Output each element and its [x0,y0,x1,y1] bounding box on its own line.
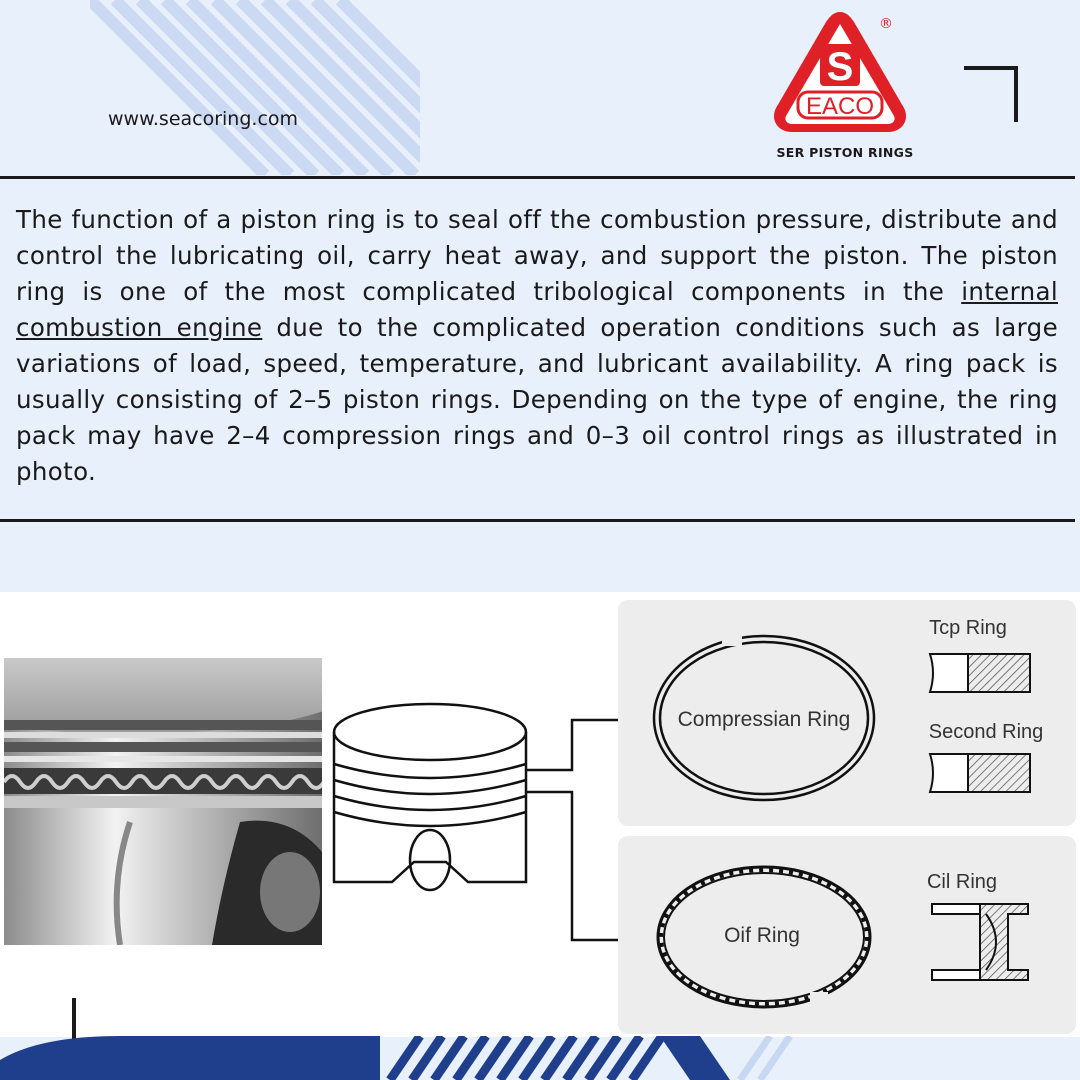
registered-mark: ® [879,16,893,32]
piston-photo [0,634,360,945]
connector-arrows [526,720,624,940]
piston-ring-figure [0,592,1080,1037]
seaco-logo [770,8,910,138]
piston-diagram [334,704,526,890]
compression-ring-label: Compressian Ring [677,708,851,731]
internal-combustion-engine-link[interactable]: internal combustion engine [16,277,1058,342]
logo-letter: S [826,45,854,89]
decorative-bottom-band [0,1036,1080,1080]
second-ring-label: Second Ring [928,721,1044,743]
logo-wordmark: EACO [805,93,875,120]
bottom-divider [0,519,1075,522]
description-paragraph: The function of a piston ring is to seal off the combustion pressure, distribute and control the lubricating oil, carry heat away, and support the piston. The piston ring is one of the most complicated tribological components in the internal combustion engine due to the complicated operation conditions such as large variations of load, speed, temperature, and lubricant availability. A ring pack is usually consisting of 2–5 piston rings. Depending on the type of engine, the ring pack may have 2–4 compression rings and 0–3 oil control rings as illustrated in photo. [16,205,1058,486]
website-url[interactable]: www.seacoring.com [108,108,299,130]
oil-ring-section-label: Cil Ring [926,871,998,893]
corner-bracket-top-right [960,64,1022,126]
decorative-stripes [90,0,420,175]
top-ring-section [930,654,1030,692]
logo-tagline: SER PISTON RINGS [776,145,914,160]
oil-ring-label: Oif Ring [724,924,800,947]
top-ring-label: Tcp Ring [929,617,1007,639]
second-ring-section [930,754,1030,792]
top-divider [0,176,1075,179]
